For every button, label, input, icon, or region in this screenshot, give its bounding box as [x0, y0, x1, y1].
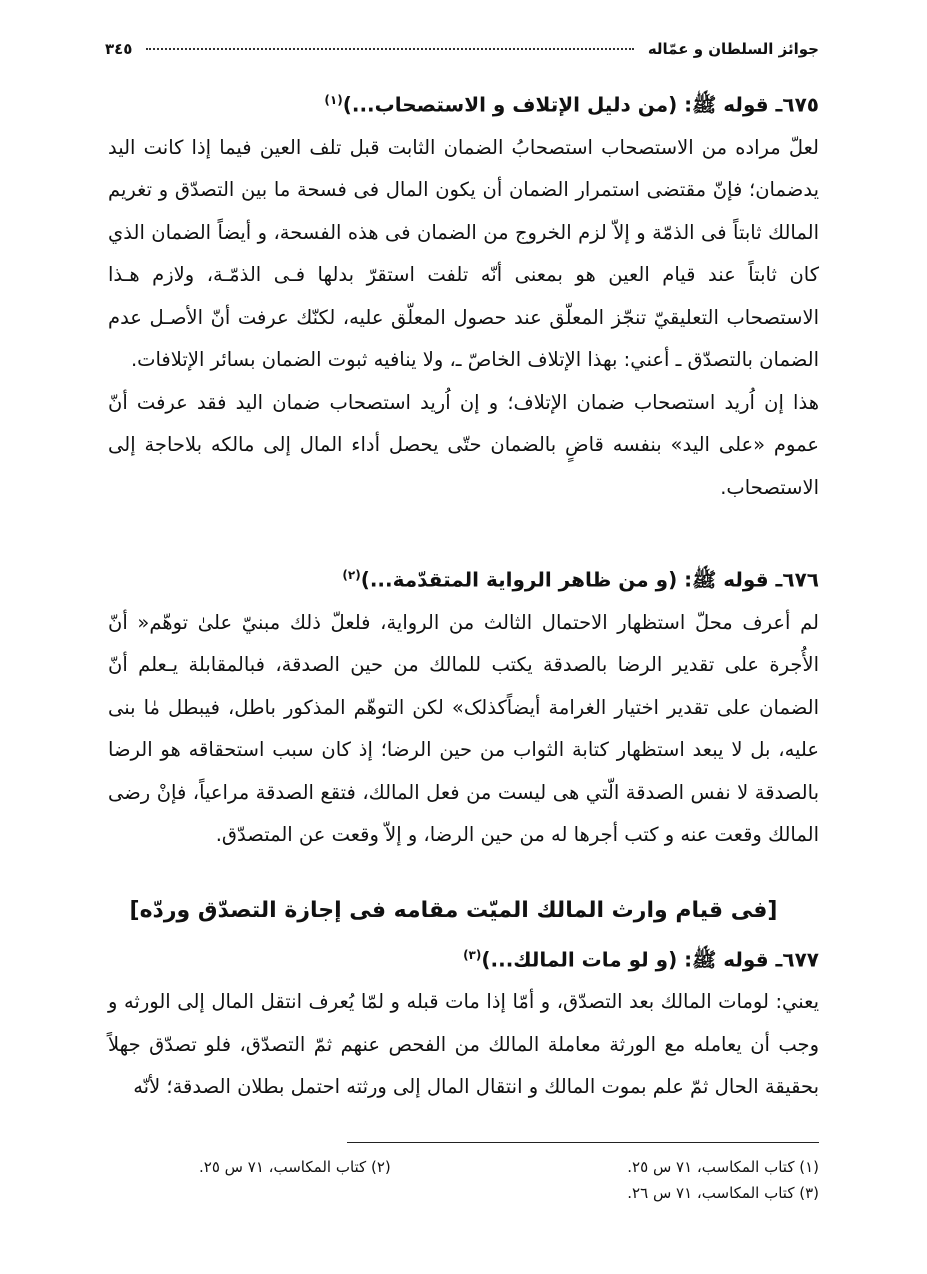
paragraph: لعلّ مراده من الاستصحاب استصحابُ الضمان الثابت قبل تلف العين فيما إذا كانت اليد يدضمان؛ فإنّ مقتضى استمرار الضمان أن يكون المال فى فسحة ما بين التصدّق و تغريم المالك ثابتاً فى الذمّة و إلاّ لزم الخروج من الضمان فى هذه الفسحة، و أيضاً الضمان الذي كان ثابتاً عند قيام العين هو بمعنى أنّه تلفت استقرّ بدلها فـى الذمّـة، ولازم هـذا الاستصحاب التعليقيّ تنجّز المعلّق عند حصول المعلّق عليه، لكنّك عرفت أنّ الأصـل عدم الضمان بالتصدّق ـ أعني: بهذا الإتلاف الخاصّ ـ، ولا ينافيه ثبوت الضمان بسائر الإتلافات. — [108, 135, 819, 372]
section-heading-677: ٦٧٧ـ قوله ﷺ: (و لو مات المالك...)$^{(٣)}$ — [463, 947, 819, 972]
chapter-section-title: [فى قيام وارث المالك الميّت مقامه فى إجازة التصدّق وردّه] — [129, 897, 778, 923]
spacer — [108, 857, 819, 889]
page-number: ٣٤٥ — [105, 40, 133, 58]
running-title: جوائز السلطان و عمّاله — [647, 40, 819, 58]
page-body — [108, 78, 819, 1109]
footnote-ref-1: (١) — [324, 93, 343, 107]
section-heading-676: ٦٧٦ـ قوله ﷺ: (و من ظاهر الرواية المتقدّمة...)$^{(٢)}$ — [342, 567, 819, 592]
footnote-divider — [347, 1142, 819, 1143]
footnote-1: (١) كتاب المكاسب، ٧١ س ٢٥. — [627, 1158, 819, 1176]
footnote-row — [199, 1154, 819, 1180]
paragraph: يعني: لومات المالك بعد التصدّق، و أمّا إذا مات قبله و لمّا يُعرف انتقل المال إلى الورثه و وجب أن يعامله مع الورثة معاملة المالك من الفحص عنهم ثمّ التصدّق، فلو تصدّق جهلاً بحقيقة الحال ثمّ علم بموت المالك و انتقال المال إلى ورثته احتمل بطلان الصدقة؛ لأنّه — [108, 990, 819, 1099]
footnote-2: (٢) كتاب المكاسب، ٧١ س ٢٥. — [199, 1158, 391, 1176]
footnote-row — [199, 1180, 819, 1206]
footnote-ref-2: (٢) — [342, 568, 361, 583]
footnote-3: (٣) كتاب المكاسب، ٧١ س ٢٦. — [627, 1184, 819, 1202]
spacer — [108, 509, 819, 553]
footnotes — [199, 1154, 819, 1206]
paragraph: هذا إن اُريد استصحاب ضمان الإتلاف؛ و إن اُريد استصحاب ضمان اليد فقد عرفت أنّ عموم «على اليد» بنفسه قاضٍ بالضمان حتّى يحصل أداء المال إلى مالكه بلاحاجة إلى الاستصحاب. — [108, 390, 819, 499]
paragraph: لم أعرف محلّ استظهار الاحتمال الثالث من الرواية، فلعلّ ذلك مبنيّ علىٰ توهّم« أنّ الأُجرة على تقدير الرضا بالصدقة يكتب للمالك من حين الصدقة، فبالمقابلة يـعلم أنّ الضمان على تقدير اختيار الغرامة أيضاًكذلک» لكن التوهّم المذكور باطل، فيبطل مٰا بنى عليه، بل لا يبعد استظهار كتابة الثواب من حين الرضا؛ إذ كان سبب استحقاقه هو الرضا بالصدقة لا نفس الصدقة الّتي هى ليست من فعل المالك، فتقع الصدقة مراعياً، فإنْ رضى المالك وقعت عنه و كتب أجرها له من حين الرضا، و إلاّ وقعت عن المتصدّق. — [108, 610, 819, 847]
footnote-ref-3: (٣) — [463, 947, 482, 962]
running-header — [105, 34, 819, 64]
header-dot-leader — [146, 48, 633, 50]
section-heading-675: ٦٧٥ـ قوله ﷺ: (من دليل الإتلاف و الاستصحاب...)$^{(١)}$ — [324, 92, 819, 117]
